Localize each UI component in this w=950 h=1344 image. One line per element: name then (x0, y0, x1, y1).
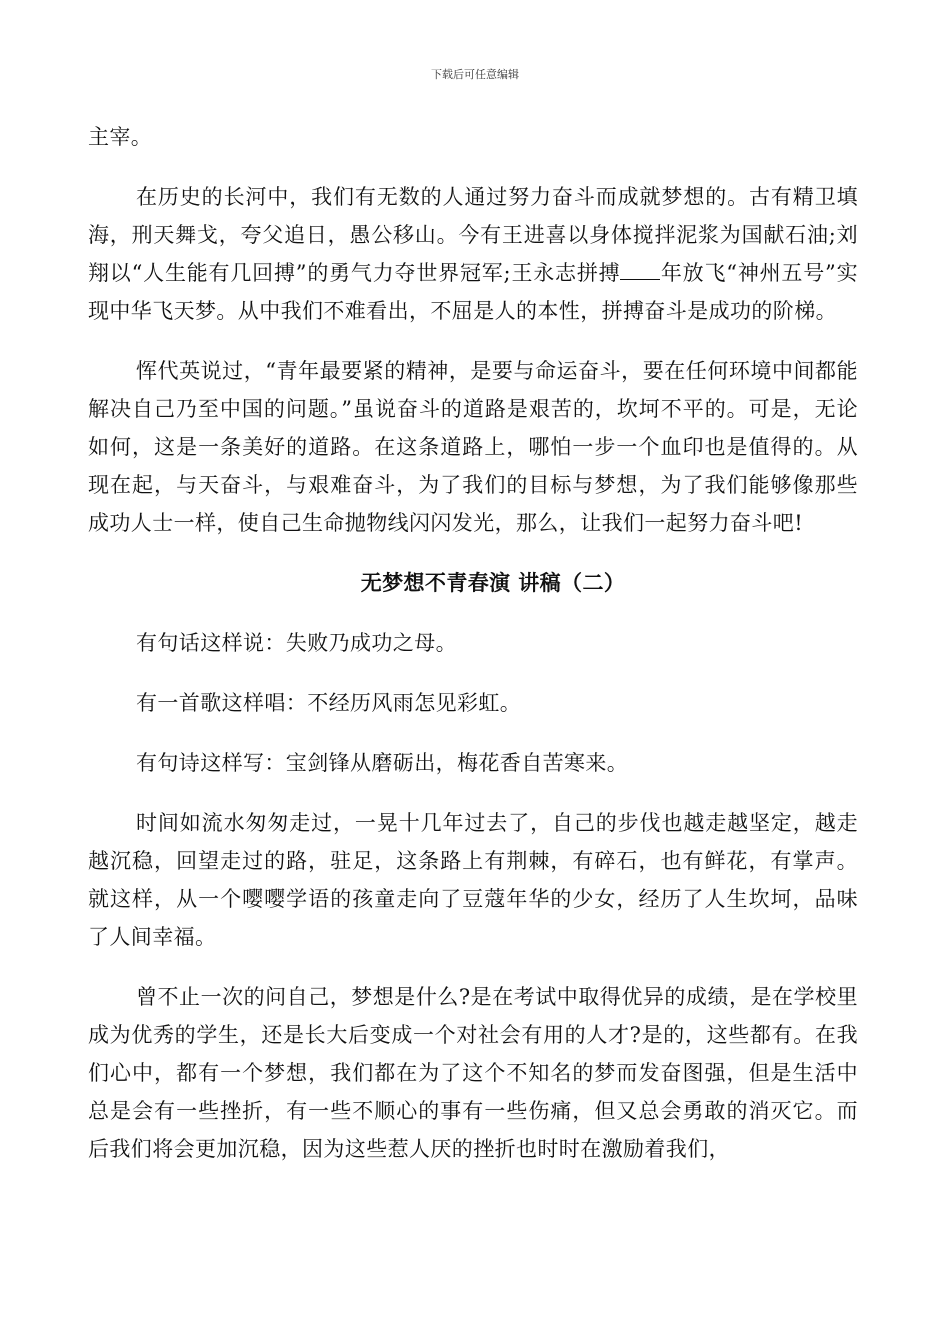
paragraph-song: 有一首歌这样唱：不经历风雨怎见彩虹。 (136, 691, 522, 715)
paragraph-poem: 有句诗这样写：宝剑锋从磨砺出，梅花香自苦寒来。 (136, 751, 629, 775)
paragraph-time: 时间如流水匆匆走过，一晃十几年过去了，自己的步伐也越走越坚定，越走越沉稳，回望走过的路，驻足，这条路上有荆棘，有碎石，也有鲜花，有掌声。就这样，从一个嘤嘤学语的孩童走向了豆蔻年华的少女，经历了人生坎坷，品味了人间幸福。 (88, 811, 858, 949)
document-body (88, 118, 858, 1190)
paragraph-history-text-b: 年放飞“神州五号”实现中华飞天梦。从中我们不难看出，不屈是人的本性，拼搏奋斗是成功的阶梯。 (88, 261, 858, 323)
paragraph-dream: 曾不止一次的问自己，梦想是什么?是在考试中取得优异的成绩，是在学校里成为优秀的学生，还是长大后变成一个对社会有用的人才?是的，这些都有。在我们心中，都有一个梦想，我们都在为了这个不知名的梦而发奋图强，但是生活中总是会有一些挫折，有一些不顺心的事有一些伤痛，但又总会勇敢的消灭它。而后我们将会更加沉稳，因为这些惹人厌的挫折也时时在激励着我们， (88, 985, 858, 1161)
paragraph-saying: 有句话这样说：失败乃成功之母。 (136, 631, 457, 655)
paragraph-continuation: 主宰。 (88, 125, 153, 149)
fill-in-blank (620, 263, 660, 280)
paragraph-quote: 恽代英说过，“青年最要紧的精神，是要与命运奋斗，要在任何环境中间都能解决自己乃至中国的问题。”虽说奋斗的道路是艰苦的，坎坷不平的。可是，无论如何，这是一条美好的道路。在这条道路上，哪怕一步一个血印也是值得的。从现在起，与天奋斗，与艰难奋斗，为了我们的目标与梦想，为了我们能够像那些成功人士一样，使自己生命抛物线闪闪发光，那么，让我们一起努力奋斗吧! (88, 359, 858, 535)
section-title: 无梦想不青春演 讲稿（二） (360, 570, 626, 595)
page-header-note: 下载后可任意编辑 (431, 68, 519, 81)
paragraph-history-text-a: 在历史的长河中，我们有无数的人通过努力奋斗而成就梦想的。古有精卫填海，刑天舞戈，夸父追日，愚公移山。今有王进喜以身体搅拌泥浆为国献石油;刘翔以“人生能有几回搏”的勇气力夺世界冠军;王永志拼搏 (88, 185, 858, 285)
paragraph-history (88, 178, 858, 330)
